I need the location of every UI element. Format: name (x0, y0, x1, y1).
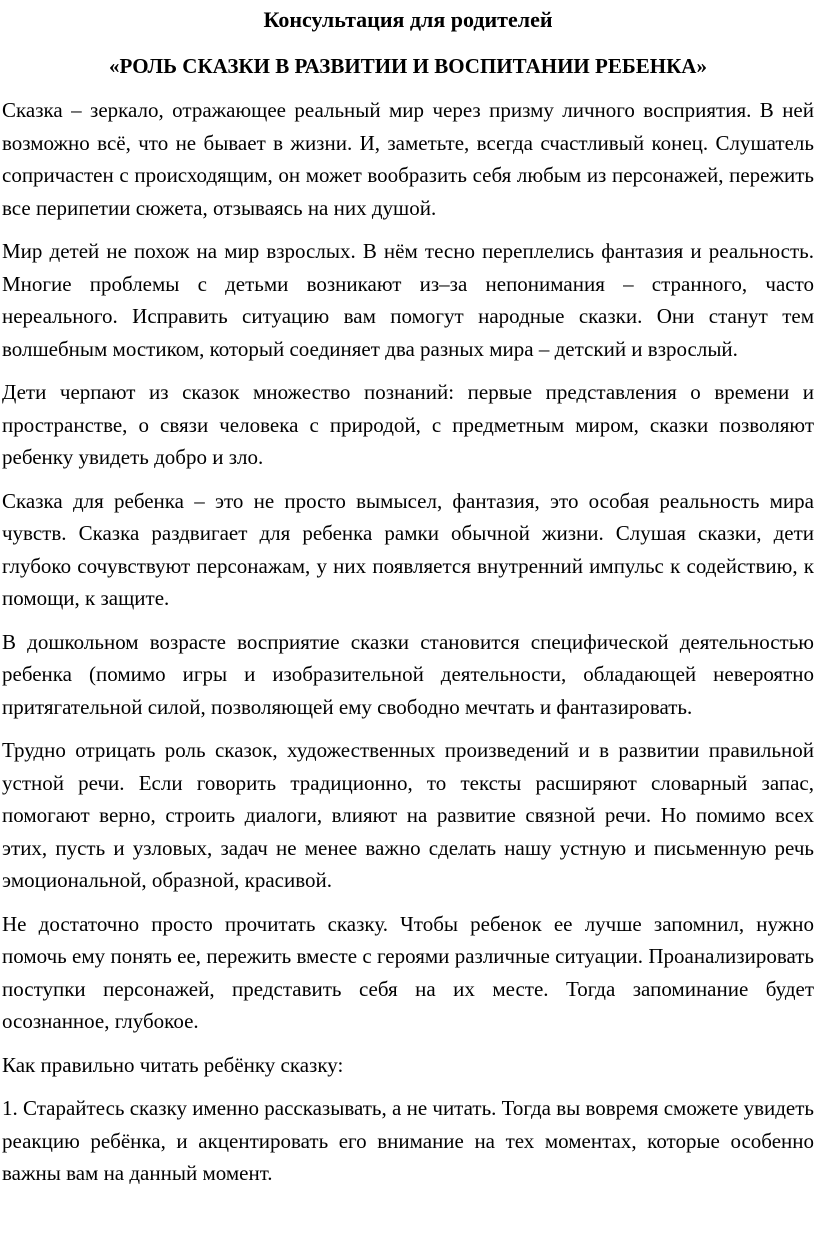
document-title: Консультация для родителей (263, 7, 553, 32)
list-item-1: 1. Старайтесь сказку именно рассказывать, а не читать. Тогда вы вовремя сможете увидеть реакцию ребёнка, и акцентировать его внимание на тех моментах, которые особенно важны вам на данный момент. (2, 1096, 815, 1185)
document-subtitle: «РОЛЬ СКАЗКИ В РАЗВИТИИ И ВОСПИТАНИИ РЕБЕНКА» (109, 54, 707, 78)
paragraph-3: Дети черпают из сказок множество познаний: первые представления о времени и пространстве, о связи человека с природой, с предметным миром, сказки позволяют ребенку увидеть добро и зло. (2, 380, 814, 469)
paragraph-1: Сказка – зеркало, отражающее реальный мир через призму личного восприятия. В ней возможно всё, что не бывает в жизни. И, заметьте, всегда счастливый конец. Слушатель сопричастен с происходящим, он может вообразить себя любым из персонажей, пережить все перипетии сюжета, отзываясь на них душой. (2, 98, 814, 220)
paragraph-6: Трудно отрицать роль сказок, художественных произведений и в развитии правильной устной речи. Если говорить традиционно, то тексты расширяют словарный запас, помогают верно, строить диалоги, влияют на развитие связной речи. Но помимо всех этих, пусть и узловых, задач не менее важно сделать нашу устную и письменную речь эмоциональной, образной, красивой. (2, 738, 814, 892)
list-intro: Как правильно читать ребёнку сказку: (2, 1052, 344, 1077)
paragraph-2: Мир детей не похож на мир взрослых. В нём тесно переплелись фантазия и реальность. Многие проблемы с детьми возникают из–за непонимания – странного, часто нереального. Исправить ситуацию вам помогут народные сказки. Они станут тем волшебным мостиком, который соединяет два разных мира – детский и взрослый. (2, 239, 814, 361)
paragraph-7: Не достаточно просто прочитать сказку. Чтобы ребенок ее лучше запомнил, нужно помочь ему понять ее, пережить вместе с героями различные ситуации. Проанализировать поступки персонажей, представить себя на их месте. Тогда запоминание будет осознанное, глубокое. (2, 911, 814, 1033)
paragraph-5: В дошкольном возрасте восприятие сказки становится специфической деятельностью ребенка (помимо игры и изобразительной деятельности, обладающей невероятно притягательной силой, позволяющей ему свободно мечтать и фантазировать. (2, 629, 814, 719)
paragraph-4: Сказка для ребенка – это не просто вымысел, фантазия, это особая реальность мира чувств. Сказка раздвигает для ребенка рамки обычной жизни. Слушая сказки, дети глубоко сочувствуют персонажам, у них появляется внутренний импульс к содействию, к помощи, к защите. (2, 488, 814, 610)
